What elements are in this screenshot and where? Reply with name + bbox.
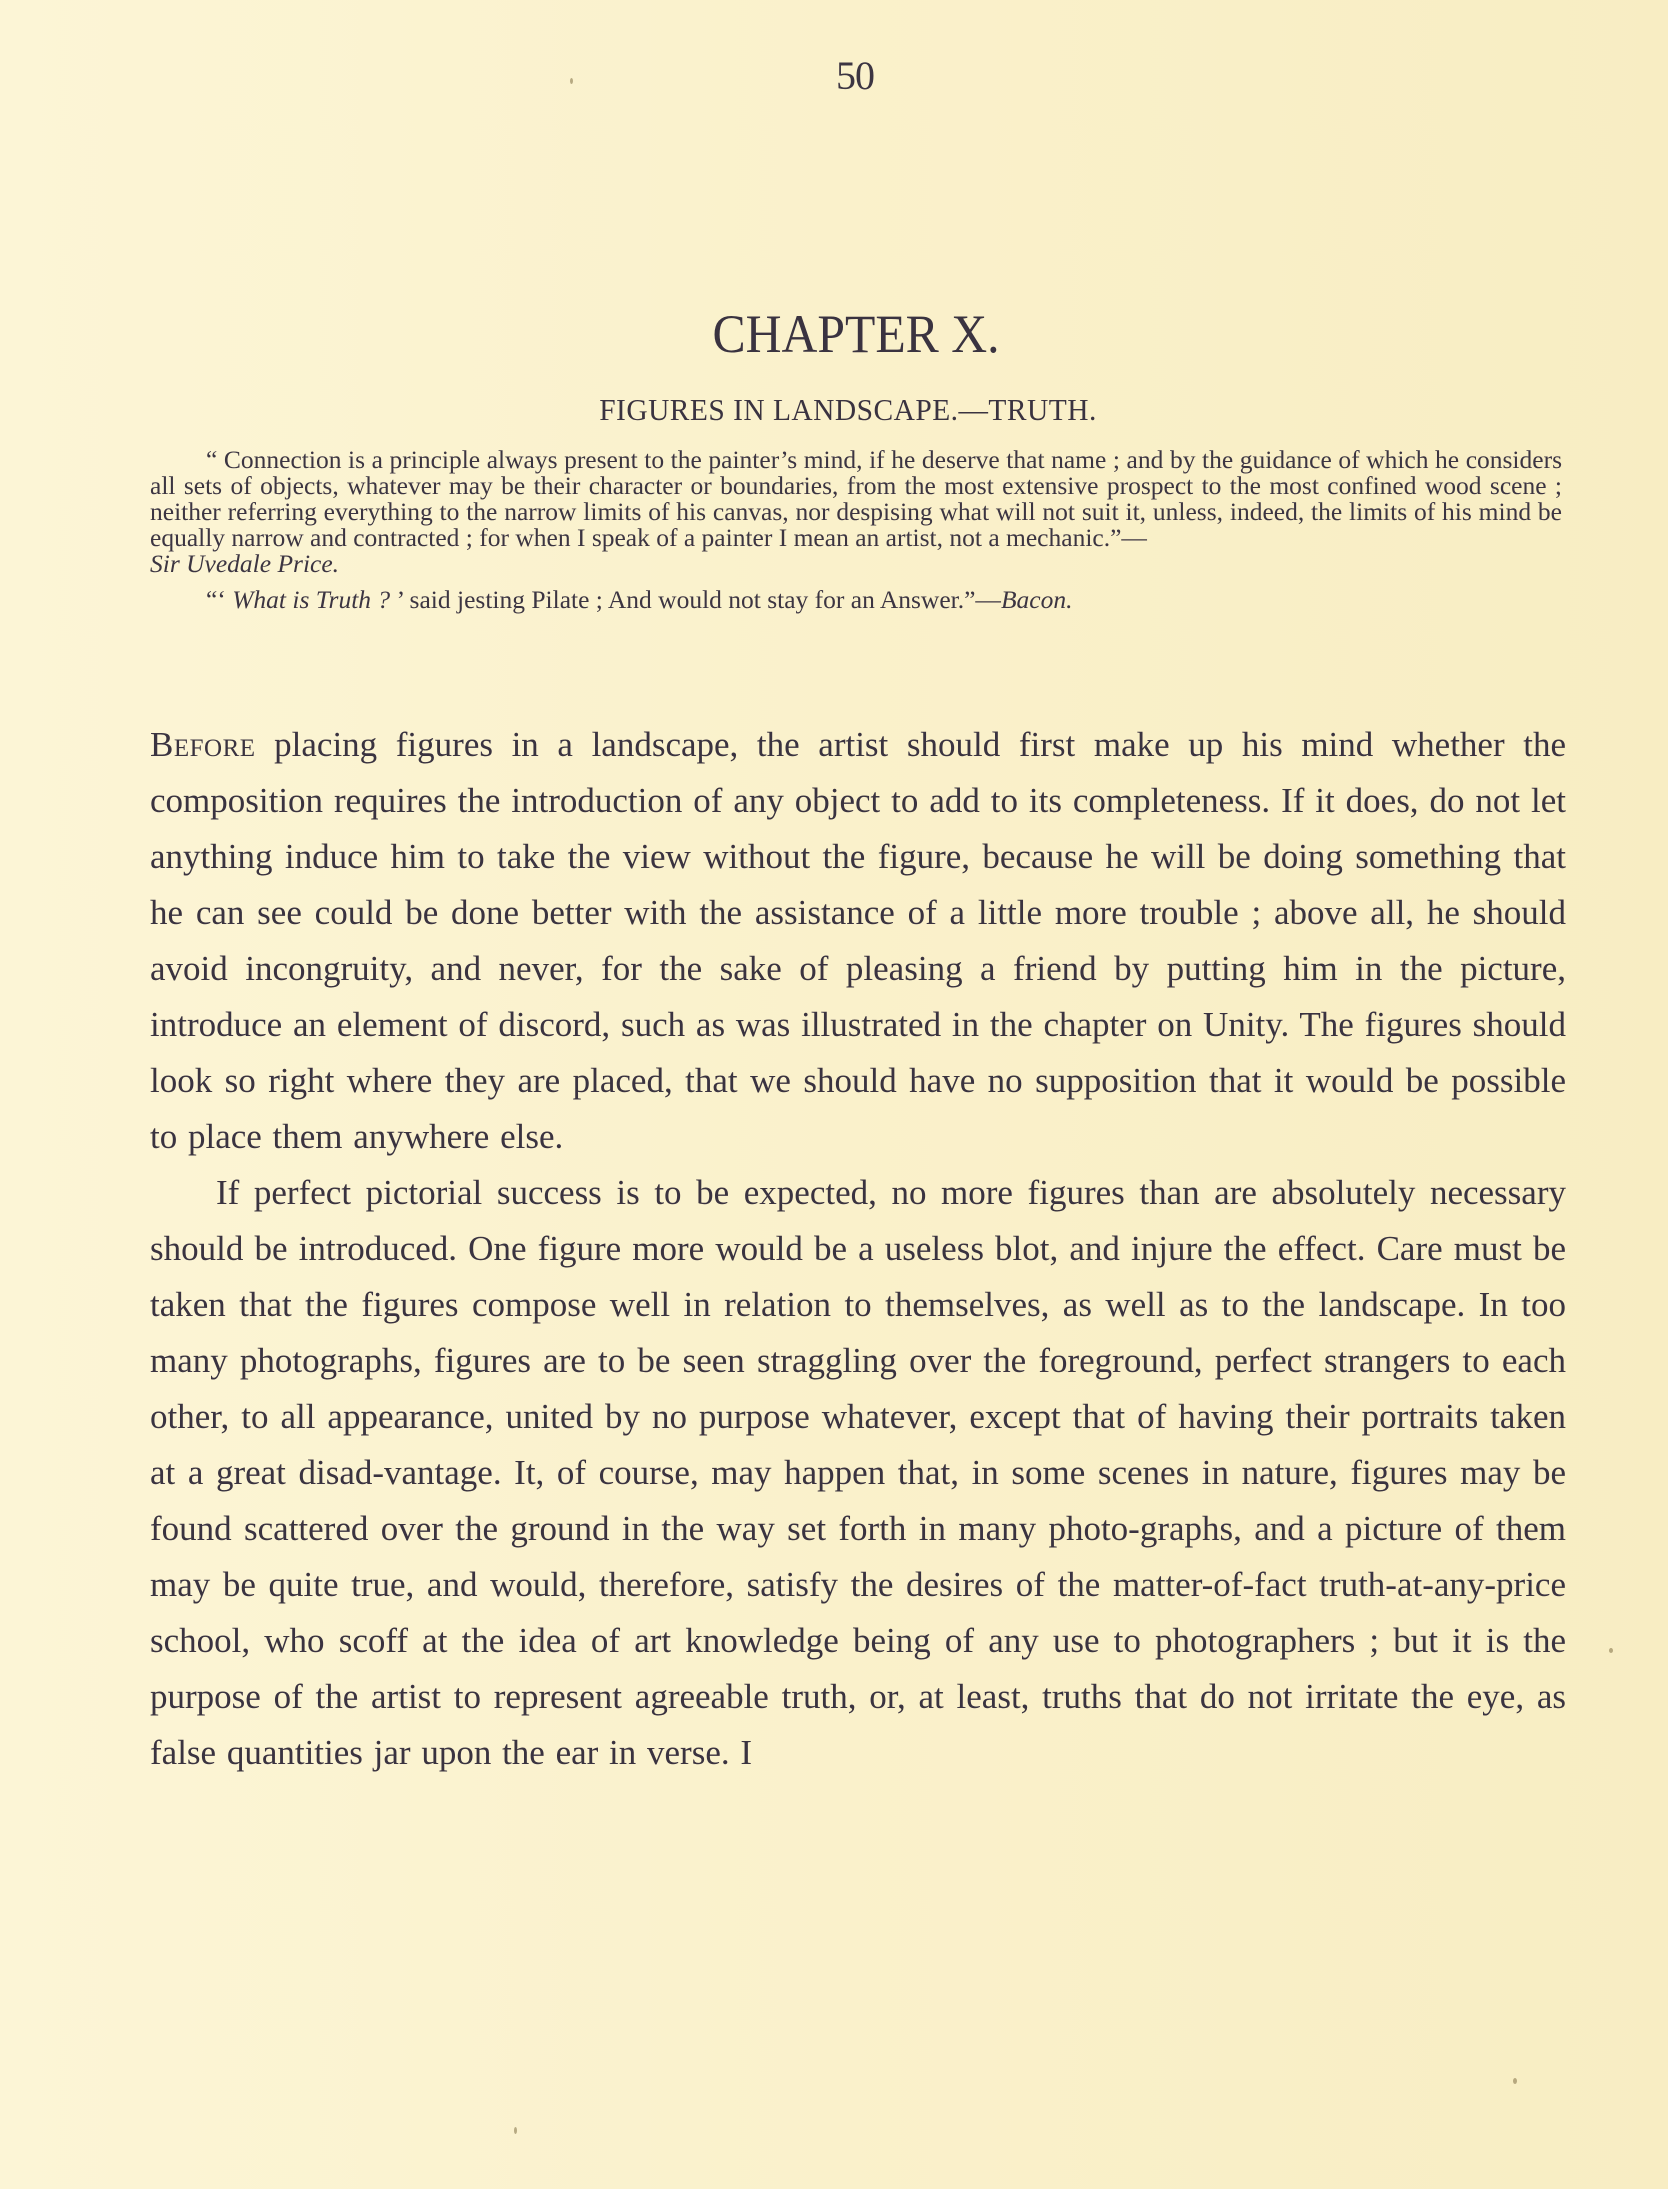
epigraph-quote-bacon-rest: ’ said jesting Pilate ; And would not stay for an Answer.”— — [390, 585, 1001, 614]
epigraph-quote-bacon — [150, 587, 1562, 613]
epigraph-attribution-bacon: Bacon. — [1000, 585, 1073, 614]
paragraph-2 — [150, 1165, 1566, 1781]
paper-speck — [570, 78, 573, 84]
epigraph-quote-bacon-open: “‘ — [206, 585, 233, 614]
paragraph-1-text: placing figures in a landscape, the artist should first make up his mind whether the composition requires the introduction of any object to add to its completeness. If it does, do not let anything induce him to take the view without the figure, because he will be doing something that he can see could be done better with the assistance of a little more trouble ; above all, he should avoid incongruity, and never, for the sake of pleasing a friend by putting him in the picture, introduce an element of discord, such as was illustrated in the chapter on Unity. The figures should look so right where they are placed, that we should have no supposition that it would be possible to place them anywhere else. — [150, 725, 1566, 1156]
paper-speck — [1513, 2078, 1517, 2084]
body-text — [150, 717, 1566, 1781]
paper-speck — [514, 2127, 517, 2134]
chapter-title: CHAPTER X. — [712, 304, 1000, 364]
epigraph — [150, 447, 1562, 613]
chapter-subtitle: FIGURES IN LANDSCAPE.—TRUTH. — [599, 392, 1097, 427]
paper-speck — [1609, 1648, 1613, 1653]
epigraph-quote-price-text: “ Connection is a principle always present to the painter’s mind, if he deserve that name ; and by the guidance of which he considers all sets of objects, whatever may be their character or boundaries, from the most extensive prospect to the most confined wood scene ; neither referring everything to the narrow limits of his canvas, nor despising what will not suit it, unless, indeed, the limits of his mind be equally narrow and contracted ; for when I speak of a painter I mean an artist, not a mechanic.”— — [150, 445, 1562, 552]
paragraph-2-text: If perfect pictorial success is to be expected, no more figures than are absolutely necessary should be introduced. One figure more would be a useless blot, and injure the effect. Care must be taken that the figures compose well in relation to themselves, as well as to the landscape. In too many photographs, figures are to be seen straggling over the foreground, perfect strangers to each other, to all appearance, united by no purpose whatever, except that of having their portraits taken at a great disad-vantage. It, of course, may happen that, in some scenes in nature, figures may be found scattered over the ground in the way set forth in many photo-graphs, and a picture of them may be quite true, and would, therefore, satisfy the desires of the matter-of-fact truth-at-any-price school, who scoff at the idea of art knowledge being of any use to photographers ; but it is the purpose of the artist to represent agreeable truth, or, at least, truths that do not irritate the eye, as false quantities jar upon the ear in verse. I — [150, 1173, 1566, 1772]
epigraph-quote-bacon-question: What is Truth ? — [232, 585, 391, 614]
paragraph-1 — [150, 717, 1566, 1165]
epigraph-attribution-price: Sir Uvedale Price. — [150, 549, 340, 578]
page-number: 50 — [836, 53, 874, 98]
epigraph-quote-price — [150, 447, 1562, 577]
paragraph-1-lead: Before — [150, 725, 256, 764]
